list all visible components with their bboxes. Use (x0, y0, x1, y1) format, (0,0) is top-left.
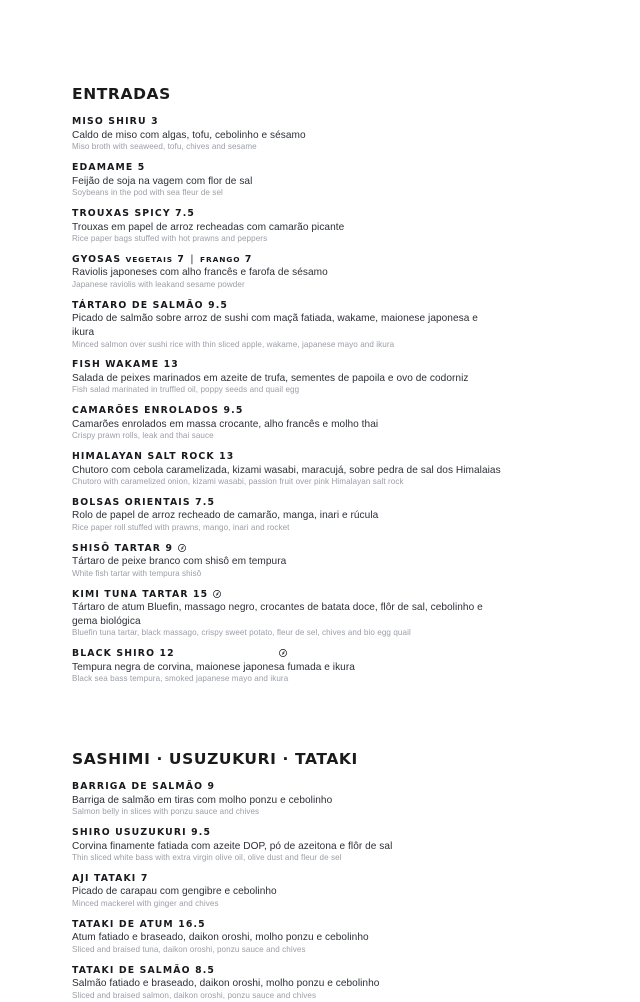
section-title: ENTRADAS (72, 85, 171, 103)
menu-item-heading (72, 827, 568, 839)
menu-item (72, 965, 568, 1002)
menu-section (72, 86, 568, 685)
menu-item-price: 7.5 (175, 207, 196, 219)
menu-item (72, 359, 568, 396)
menu-item-price: 9 (207, 780, 216, 792)
leaf-icon (279, 649, 287, 657)
menu-item-name: EDAMAME (72, 161, 134, 173)
menu-item-description: Tártaro de atum Bluefin, massago negro, crocantes de batata doce, flôr de sal, cebolinho e gema biológica (72, 602, 483, 627)
menu-item-price: 13 (219, 450, 235, 462)
leaf-icon (213, 590, 221, 598)
menu-item (72, 451, 568, 488)
menu-item-description: Rolo de papel de arroz recheado de camarão, manga, inari e rúcula (72, 510, 379, 522)
menu-item-heading (72, 648, 568, 660)
menu-item-price: 9.5 (191, 826, 212, 838)
menu-item-description: Salmão fatiado e braseado, daikon oroshi, molho ponzu e cebolinho (72, 978, 380, 990)
menu-item-description: Atum fatiado e braseado, daikon oroshi, molho ponzu e cebolinho (72, 932, 369, 944)
menu-item-price: 7 (140, 872, 149, 884)
menu-item-description-translation: Salmon belly in slices with ponzu sauce and chives (72, 807, 260, 817)
menu-item-description: Chutoro com cebola caramelizada, kizami wasabi, maracujá, sobre pedra de sal dos Himalaias (72, 464, 501, 476)
menu-item-heading (72, 162, 568, 174)
menu-item-name: BARRIGA DE SALMÃO (72, 780, 204, 792)
menu-item-description-translation: Thin sliced white bass with extra virgin olive oil, olive dust and fleur de sel (72, 853, 342, 863)
menu-item (72, 827, 568, 864)
menu-item-heading (72, 300, 568, 312)
menu-item-description: Salada de peixes marinados em azeite de trufa, sementes de papoila e ovo de codorniz (72, 372, 469, 384)
menu-item-description-translation: Sliced and braised tuna, daikon oroshi, ponzu sauce and chives (72, 945, 306, 955)
menu-item-price: 7.5 (195, 496, 216, 508)
menu-item-variant-label: FRANGO (200, 254, 241, 264)
menu-item-heading (72, 254, 568, 266)
menu-item-description: Camarões enrolados em massa crocante, alho francês e molho thai (72, 418, 379, 430)
menu-item-description: Trouxas em papel de arroz recheadas com camarão picante (72, 221, 345, 233)
menu-item (72, 116, 568, 153)
menu-item-description-translation: Miso broth with seaweed, tofu, chives and sesame (72, 142, 257, 152)
menu-item-name: TATAKI DE SALMÃO (72, 964, 191, 976)
menu-item-description: Barriga de salmão em tiras com molho ponzu e cebolinho (72, 794, 333, 806)
menu-item-name: MISO SHIRU (72, 116, 147, 128)
menu-item-name: BLACK SHIRO (72, 647, 156, 659)
menu-item-description-translation: Bluefin tuna tartar, black massago, crispy sweet potato, fleur de sel, chives and bio egg quail (72, 628, 411, 638)
menu-item-description-translation: Soybeans in the pod with sea fleur de sel (72, 188, 223, 198)
menu-item-description-translation: Minced mackerel with ginger and chives (72, 899, 219, 909)
menu-item-price: 16.5 (178, 918, 206, 930)
menu-item-description: Caldo de miso com algas, tofu, cebolinho e sésamo (72, 129, 306, 141)
section-title: SASHIMI · USUZUKURI · TATAKI (72, 749, 358, 768)
menu-item-description: Picado de carapau com gengibre e cebolinho (72, 886, 277, 898)
menu-item-variant-label: VEGETAIS (125, 254, 173, 264)
menu-item-name: SHIRO USUZUKURI (72, 826, 187, 838)
menu-item-description: Picado de salmão sobre arroz de sushi com maçã fatiada, wakame, maionese japonesa e ikura (72, 313, 478, 338)
menu-item (72, 300, 568, 350)
menu-item-name: AJI TATAKI (72, 872, 137, 884)
menu-item-price: 12 (159, 647, 175, 659)
menu-item-name: TÁRTARO DE SALMÃO (72, 299, 204, 311)
menu-item-heading (72, 919, 568, 931)
menu-item (72, 162, 568, 199)
menu-item-list (72, 781, 568, 1002)
menu-item-price: 9 (165, 542, 174, 554)
menu-item-description: Feijão de soja na vagem com flor de sal (72, 175, 253, 187)
menu-item (72, 781, 568, 818)
menu-sections (72, 86, 568, 1002)
menu-item-price: 13 (163, 359, 179, 371)
menu-item-name: HIMALAYAN SALT ROCK (72, 450, 215, 462)
menu-item-description-translation: Black sea bass tempura, smoked japanese mayo and ikura (72, 674, 289, 684)
menu-item-name: KIMI TUNA TARTAR (72, 588, 189, 600)
menu-item-name: TROUXAS SPICY (72, 207, 171, 219)
menu-item (72, 543, 568, 580)
menu-item (72, 208, 568, 245)
menu-item-description-translation: Fish salad marinated in truffled oil, poppy seeds and quail egg (72, 385, 300, 395)
menu-item-description: Tártaro de peixe branco com shisô em tempura (72, 556, 287, 568)
menu-item-price: 9.5 (208, 299, 229, 311)
menu-item-name: SHISÔ TARTAR (72, 542, 162, 554)
menu-item-heading (72, 497, 568, 509)
menu-item-description-translation: Chutoro with caramelized onion, kizami wasabi, passion fruit over pink Himalayan salt rock (72, 477, 404, 487)
menu-item-heading (72, 589, 568, 601)
menu-item (72, 589, 568, 639)
menu-item-description-translation: Minced salmon over sushi rice with thin sliced apple, wakame, japanese mayo and ikura (72, 339, 395, 349)
menu-item-price: 7 (177, 253, 185, 265)
menu-item-description-translation: Crispy prawn rolls, leak and thai sauce (72, 431, 214, 441)
menu-item-name: CAMARÕES ENROLADOS (72, 404, 220, 416)
menu-item (72, 919, 568, 956)
menu-item-name: TATAKI DE ATUM (72, 918, 174, 930)
menu-item-heading (72, 405, 568, 417)
menu-item-name: FISH WAKAME (72, 359, 160, 371)
menu-item-name: GYOSAS (72, 253, 122, 265)
menu-item-price: 3 (151, 116, 159, 128)
menu-item-heading (72, 965, 568, 977)
menu-section (72, 751, 568, 1002)
menu-item-list (72, 116, 568, 685)
menu-item-description: Corvina finamente fatiada com azeite DOP, pó de azeitona e flôr de sal (72, 840, 393, 852)
menu-item-price: 15 (193, 588, 209, 600)
menu-item-heading (72, 543, 568, 555)
menu-item (72, 497, 568, 534)
menu-item-price: 7 (244, 253, 253, 265)
leaf-icon (178, 544, 186, 552)
menu-item-heading (72, 208, 568, 220)
menu-item-description-translation: White fish tartar with tempura shisô (72, 569, 202, 579)
menu-item-heading (72, 359, 568, 371)
menu-item (72, 873, 568, 910)
menu-item (72, 254, 568, 291)
menu-item (72, 648, 568, 685)
menu-item-heading (72, 116, 568, 128)
menu-item-heading (72, 451, 568, 463)
menu-item-description: Tempura negra de corvina, maionese japonesa fumada e ikura (72, 661, 355, 673)
menu-item-heading (72, 873, 568, 885)
menu-item-description-translation: Japanese raviolis with leakand sesame powder (72, 280, 245, 290)
menu-item-description: Raviolis japoneses com alho francês e farofa de sésamo (72, 267, 328, 279)
variant-separator: | (190, 253, 195, 265)
menu-item-description-translation: Rice paper bags stuffed with hot prawns and peppers (72, 234, 268, 244)
menu-item-price: 5 (137, 161, 146, 173)
menu-item-description-translation: Sliced and braised salmon, daikon oroshi, ponzu sauce and chives (72, 991, 317, 1001)
menu-item (72, 405, 568, 442)
menu-item-description-translation: Rice paper roll stuffed with prawns, mango, inari and rocket (72, 523, 290, 533)
menu-item-heading (72, 781, 568, 793)
menu-item-price: 9.5 (223, 404, 244, 416)
menu-item-name: BOLSAS ORIENTAIS (72, 496, 191, 508)
menu-item-price: 8.5 (195, 964, 215, 976)
